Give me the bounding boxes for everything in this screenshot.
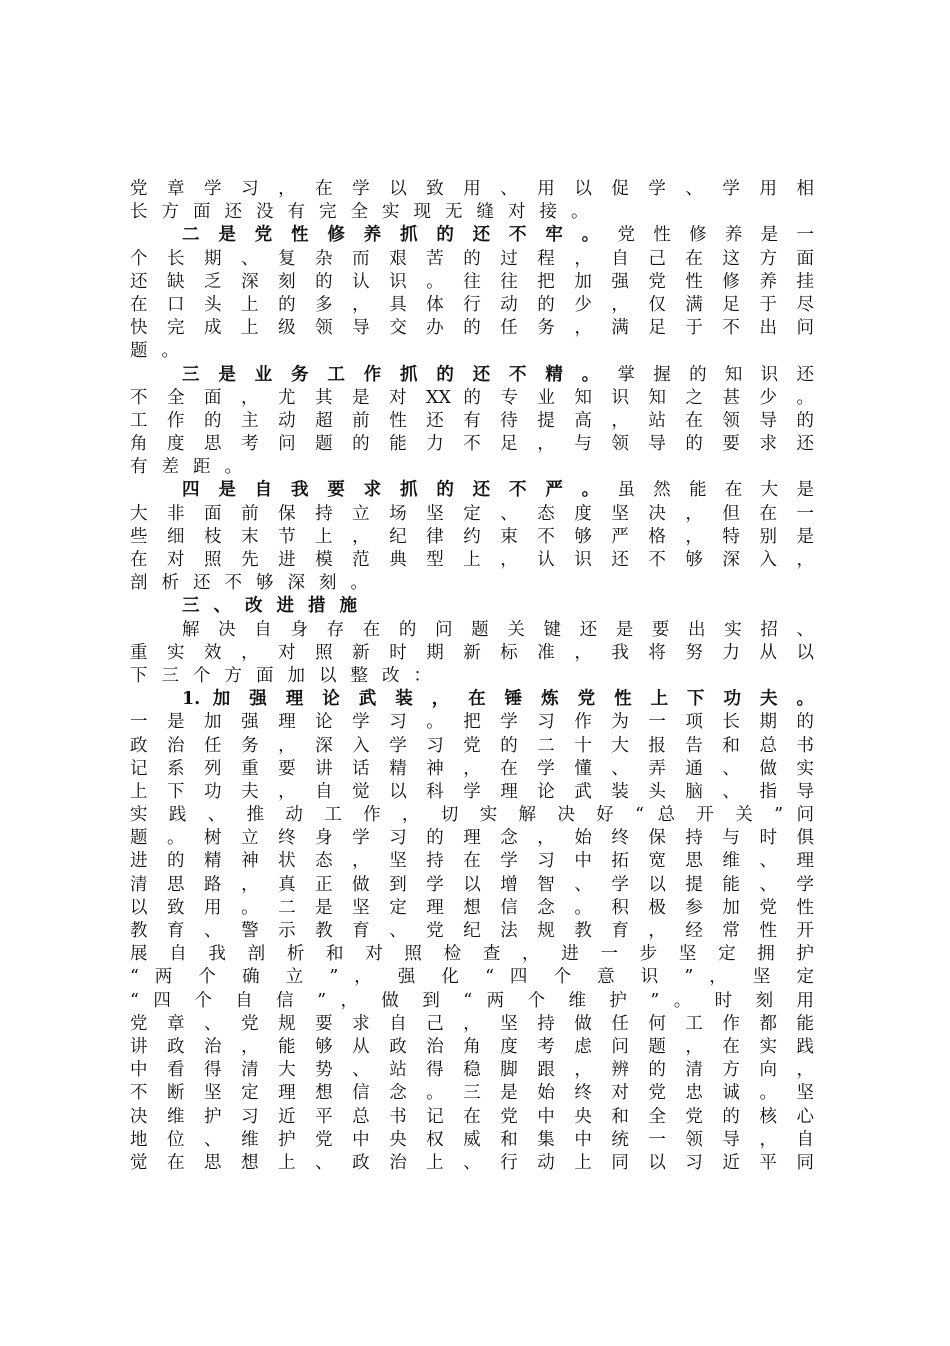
line-text: 党 章 学 习 ， 在 学 以 致 用 、 用 以 促 学 、 学 用 相	[130, 179, 814, 199]
text-line	[130, 178, 814, 201]
text-line	[130, 1082, 814, 1105]
line-text: 解 决 自 身 存 在 的 问 题 关 键 还 是 要 出 实 招 、	[182, 619, 814, 640]
text-line	[130, 1106, 814, 1129]
line-text: 中 看 得 清 大 势 、 站 得 稳 脚 跟 ， 辨 的 清 方 向 ，	[130, 1060, 814, 1081]
line-text: 政 治 任 务 ， 深 入 学 习 党 的 二 十 大 报 告 和 总 书	[130, 735, 814, 756]
text-line	[130, 387, 814, 410]
bold-heading: 三、改进措施	[182, 596, 371, 617]
line-text: 决 维 护 习 近 平 总 书 记 在 党 中 央 和 全 党 的 核 心	[130, 1106, 814, 1127]
text-line	[130, 526, 814, 549]
line-text: 展 自 我 剖 析 和 对 照 检 查 ， 进 一 步 坚 定 拥 护	[130, 944, 814, 965]
line-text: 个 长 期 、 复 杂 而 艰 苦 的 过 程 ， 自 己 在 这 方 面	[130, 248, 814, 269]
line-text: 重 实 效 ， 对 照 新 时 期 新 标 准 ， 我 将 努 力 从 以	[130, 642, 814, 663]
text-line	[130, 317, 814, 340]
line-text: 讲 政 治 ， 能 够 从 政 治 角 度 考 虑 问 题 ， 在 实 践	[130, 1036, 814, 1057]
line-text: 题。	[130, 341, 193, 362]
text-line	[130, 850, 814, 873]
line-text: 在 口 头 上 的 多 ， 具 体 行 动 的 少 ， 仅 满 足 于 尽	[130, 294, 814, 315]
text-line	[130, 549, 814, 572]
line-text: 上 下 功 夫 ， 自 觉 以 科 学 理 论 武 装 头 脑 、 指 导	[130, 781, 814, 802]
line-text: 掌 握 的 知 识 还	[605, 364, 814, 385]
line-text: 党 性 修 养 是 一	[605, 225, 814, 246]
text-line	[130, 433, 814, 456]
line-text: 实 践 、 推 动 工 作 ， 切 实 解 决 好 “ 总 开 关 ” 问	[130, 805, 814, 826]
text-line	[130, 735, 814, 758]
bold-heading: 三 是 业 务 工 作 抓 的 还 不 精 。	[182, 364, 606, 385]
line-text: 地 位 、 维 护 党 中 央 权 威 和 集 中 统 一 领 导 ， 自	[130, 1129, 814, 1150]
line-text: 虽 然 能 在 大 是	[605, 480, 814, 501]
document-body	[130, 178, 814, 1175]
line-text: 一 是 加 强 理 论 学 习 。 把 学 习 作 为 一 项 长 期 的	[130, 712, 814, 733]
text-line	[130, 410, 814, 433]
text-line	[130, 943, 814, 966]
text-line	[130, 1059, 814, 1082]
text-line	[130, 619, 814, 642]
line-text: 教 育 、 警 示 教 育 、 党 纪 法 规 教 育 ， 经 常 性 开	[130, 921, 814, 941]
line-text: “ 两 个 确 立 ” ， 强 化 “ 四 个 意 识 ” ， 坚 定	[130, 967, 814, 988]
text-line	[130, 758, 814, 781]
line-text: 不 全 面 ， 尤 其 是 对 XX 的 专 业 知 识 知 之 甚 少 。	[130, 387, 814, 408]
text-line	[130, 340, 814, 363]
line-text: 在 对 照 先 进 模 范 典 型 上 ， 认 识 还 不 够 深 入 ，	[130, 550, 814, 570]
text-line	[130, 456, 814, 479]
text-line	[130, 364, 814, 387]
text-line	[130, 688, 814, 711]
text-line	[130, 503, 814, 526]
text-line	[130, 271, 814, 294]
line-text: 觉 在 思 想 上 、 政 治 上 、 行 动 上 同 以 习 近 平 同	[130, 1152, 814, 1173]
text-line	[130, 294, 814, 317]
line-text: 题 。 树 立 终 身 学 习 的 理 念 ， 始 终 保 持 与 时 俱	[130, 828, 814, 849]
line-text: 长方面还没有完全实现无缝对接。	[130, 202, 603, 223]
text-line	[130, 1036, 814, 1059]
text-line	[130, 642, 814, 665]
line-text: 还 缺 乏 深 刻 的 认 识 。 往 往 把 加 强 党 性 修 养 挂	[130, 271, 814, 292]
bold-heading: 二 是 党 性 修 养 抓 的 还 不 牢 。	[182, 225, 606, 246]
text-line	[130, 1152, 814, 1175]
line-text: 党 章 、 党 规 要 求 自 己 ， 坚 持 做 任 何 工 作 都 能	[130, 1013, 814, 1034]
line-text: 不 断 坚 定 理 想 信 念 。 三 是 始 终 对 党 忠 诚 。 坚	[130, 1083, 814, 1104]
line-text: 大 非 面 前 保 持 立 场 坚 定 、 态 度 坚 决 ， 但 在 一	[130, 503, 814, 524]
text-line	[130, 920, 814, 943]
text-line	[130, 966, 814, 989]
line-text: 下三个方面加以整改：	[130, 665, 445, 686]
text-line	[130, 665, 814, 688]
text-line	[130, 479, 814, 502]
line-text: 有差距。	[130, 457, 256, 478]
text-line	[130, 1129, 814, 1152]
text-line	[130, 827, 814, 850]
text-line	[130, 201, 814, 224]
line-text: “ 四 个 自 信 ” ， 做 到 “ 两 个 维 护 ” 。 时 刻 用	[130, 990, 814, 1011]
bold-heading: 1. 加 强 理 论 武 装 ， 在 锤 炼 党 性 上 下 功 夫 。	[182, 689, 814, 710]
line-text: 角 度 思 考 问 题 的 能 力 不 足 ， 与 领 导 的 要 求 还	[130, 434, 814, 455]
text-line	[130, 990, 814, 1013]
text-line	[130, 781, 814, 804]
text-line	[130, 804, 814, 827]
text-line	[130, 897, 814, 920]
line-text: 以 致 用 。 二 是 坚 定 理 想 信 念 。 积 极 参 加 党 性	[130, 897, 814, 918]
text-line	[130, 248, 814, 271]
line-text: 清 思 路 ， 真 正 做 到 学 以 增 智 、 学 以 提 能 、 学	[130, 874, 814, 895]
text-line	[130, 874, 814, 897]
text-line	[130, 711, 814, 734]
line-text: 记 系 列 重 要 讲 话 精 神 ， 在 学 懂 、 弄 通 、 做 实	[130, 758, 814, 779]
line-text: 剖析还不够深刻。	[130, 573, 382, 594]
line-text: 快 完 成 上 级 领 导 交 办 的 任 务 ， 满 足 于 不 出 问	[130, 318, 814, 339]
line-text: 些 细 枝 末 节 上 ， 纪 律 约 束 不 够 严 格 ， 特 别 是	[130, 526, 814, 547]
text-line	[130, 224, 814, 247]
line-text: 进 的 精 神 状 态 ， 坚 持 在 学 习 中 拓 宽 思 维 、 理	[130, 851, 814, 872]
bold-heading: 四 是 自 我 要 求 抓 的 还 不 严 。	[182, 480, 606, 501]
text-line	[130, 595, 814, 618]
line-text: 工 作 的 主 动 超 前 性 还 有 待 提 高 ， 站 在 领 导 的	[130, 410, 814, 431]
text-line	[130, 572, 814, 595]
text-line	[130, 1013, 814, 1036]
